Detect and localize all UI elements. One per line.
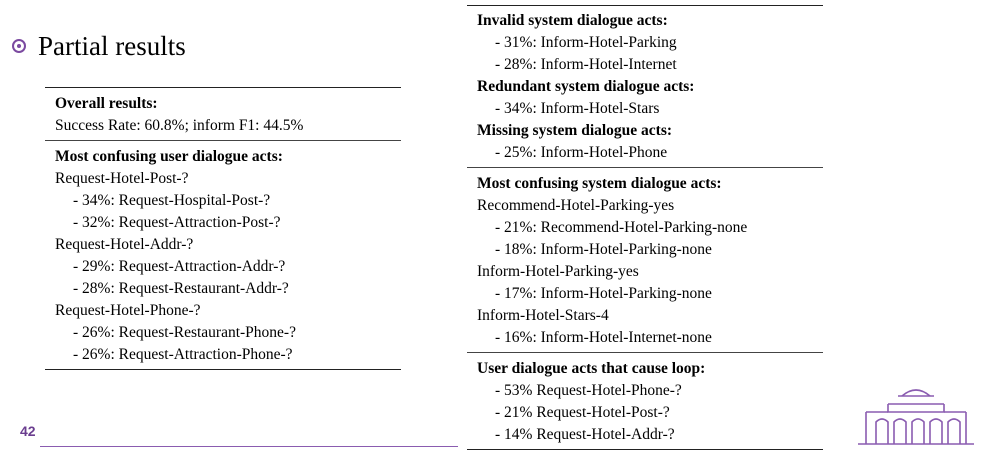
invalid-acts-heading: Invalid system dialogue acts:	[477, 12, 668, 29]
loop-acts-section	[477, 358, 705, 446]
right-system-acts-section	[477, 10, 694, 164]
slide-title: Partial results	[38, 31, 186, 61]
university-building-logo	[858, 382, 974, 448]
right-table-rule-2	[467, 352, 823, 353]
loop-act-item: - 53% Request-Hotel-Phone-?	[495, 382, 682, 399]
user-act-item: - 26%: Request-Attraction-Phone-?	[73, 346, 293, 363]
system-act-item: - 21%: Recommend-Hotel-Parking-none	[495, 219, 748, 236]
overall-results-heading: Overall results:	[55, 95, 158, 112]
slide-title-row	[12, 30, 186, 62]
left-confusing-section	[55, 146, 296, 366]
system-act-item: - 16%: Inform-Hotel-Internet-none	[495, 329, 712, 346]
confusing-system-acts-heading: Most confusing system dialogue acts:	[477, 175, 722, 192]
user-act-label: Request-Hotel-Addr-?	[55, 236, 194, 253]
left-table-top-rule	[45, 87, 401, 88]
right-confusing-section	[477, 173, 747, 349]
invalid-act-item: - 28%: Inform-Hotel-Internet	[495, 56, 677, 73]
loop-act-item: - 21% Request-Hotel-Post-?	[495, 404, 670, 421]
loop-acts-heading: User dialogue acts that cause loop:	[477, 360, 706, 377]
user-act-label: Request-Hotel-Post-?	[55, 170, 189, 187]
system-act-label: Inform-Hotel-Parking-yes	[477, 263, 639, 280]
user-act-item: - 32%: Request-Attraction-Post-?	[73, 214, 281, 231]
missing-acts-heading: Missing system dialogue acts:	[477, 122, 673, 139]
left-overall-section	[55, 93, 303, 137]
user-act-group	[55, 300, 296, 366]
invalid-act-item: - 31%: Inform-Hotel-Parking	[495, 34, 677, 51]
left-table-bottom-rule	[45, 369, 401, 370]
page-number: 42	[20, 423, 36, 439]
user-act-item: - 34%: Request-Hospital-Post-?	[73, 192, 271, 209]
redundant-act-item: - 34%: Inform-Hotel-Stars	[495, 100, 660, 117]
user-act-group	[55, 168, 296, 234]
system-act-label: Inform-Hotel-Stars-4	[477, 307, 609, 324]
footer-line	[40, 446, 458, 447]
user-act-item: - 29%: Request-Attraction-Addr-?	[73, 258, 286, 275]
user-act-group	[55, 234, 296, 300]
user-act-item: - 28%: Request-Restaurant-Addr-?	[73, 280, 289, 297]
system-act-item: - 18%: Inform-Hotel-Parking-none	[495, 241, 712, 258]
system-act-label: Recommend-Hotel-Parking-yes	[477, 197, 675, 214]
target-bullet-icon	[12, 39, 26, 53]
missing-act-item: - 25%: Inform-Hotel-Phone	[495, 144, 668, 161]
loop-act-item: - 14% Request-Hotel-Addr-?	[495, 426, 675, 443]
overall-results-text: Success Rate: 60.8%; inform F1: 44.5%	[55, 117, 304, 134]
right-table-bottom-rule	[467, 449, 823, 450]
redundant-acts-heading: Redundant system dialogue acts:	[477, 78, 695, 95]
confusing-user-acts-heading: Most confusing user dialogue acts:	[55, 148, 283, 165]
user-act-label: Request-Hotel-Phone-?	[55, 302, 201, 319]
left-table-mid-rule	[45, 140, 401, 141]
user-act-item: - 26%: Request-Restaurant-Phone-?	[73, 324, 296, 341]
right-table-top-rule	[467, 5, 823, 6]
right-table-rule-1	[467, 167, 823, 168]
system-act-item: - 17%: Inform-Hotel-Parking-none	[495, 285, 712, 302]
